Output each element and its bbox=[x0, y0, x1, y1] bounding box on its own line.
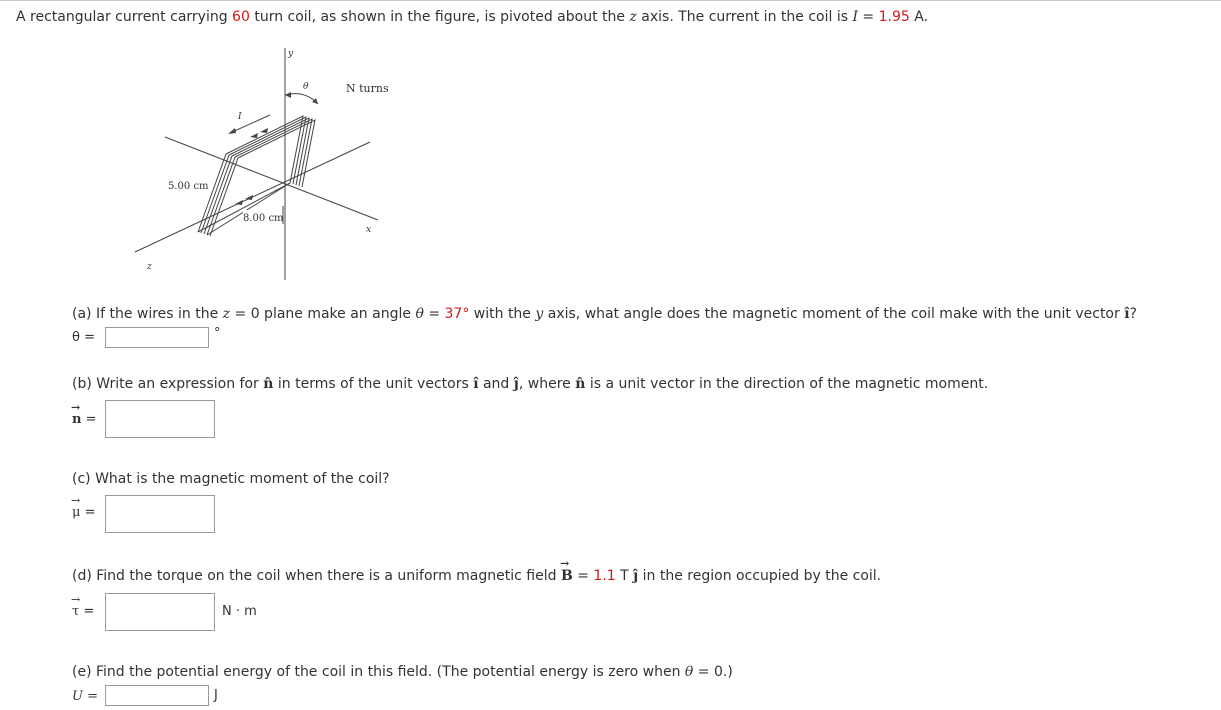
i-hat-symbol: î bbox=[473, 376, 479, 392]
part-e-question bbox=[72, 664, 733, 680]
part-d-text: (d) Find the torque on the coil when there is a uniform magnetic field bbox=[72, 568, 561, 584]
part-e-answer-label bbox=[72, 689, 98, 704]
theta-symbol: θ bbox=[684, 664, 694, 680]
part-a-text: ? bbox=[1129, 306, 1137, 322]
part-d-answer-input[interactable] bbox=[105, 593, 215, 631]
theta-label: θ bbox=[303, 82, 309, 92]
degree-unit: ° bbox=[214, 326, 221, 341]
part-a-text: = 0 plane make an angle bbox=[230, 306, 416, 322]
part-d-answer-label bbox=[71, 593, 95, 619]
b-symbol-text: B bbox=[560, 568, 573, 584]
part-b-text: (b) Write an expression for bbox=[72, 376, 264, 392]
z-symbol: z bbox=[629, 9, 637, 25]
tau-vector-symbol: → τ bbox=[71, 593, 81, 619]
part-e-text: = 0.) bbox=[693, 664, 733, 680]
current-label: I bbox=[238, 112, 242, 122]
statement-text: A. bbox=[909, 9, 929, 25]
part-c-answer-input[interactable] bbox=[105, 495, 215, 533]
part-e-answer-input[interactable] bbox=[105, 685, 209, 706]
x-label: x bbox=[366, 225, 372, 235]
top-divider bbox=[0, 0, 1221, 1]
y-symbol: y bbox=[535, 306, 544, 322]
part-b-text: is a unit vector in the direction of the magnetic moment. bbox=[585, 376, 989, 392]
equals-sign: = bbox=[85, 412, 97, 427]
n-symbol-text: n bbox=[72, 412, 82, 427]
y-label: y bbox=[288, 49, 294, 59]
x-axis bbox=[165, 137, 378, 220]
turns-value: 60 bbox=[232, 9, 250, 25]
u-label: U = bbox=[72, 689, 98, 704]
part-c-question: (c) What is the magnetic moment of the coil? bbox=[72, 471, 390, 487]
mu-vector-symbol: → μ bbox=[71, 494, 81, 520]
part-d-text: = bbox=[572, 568, 594, 584]
theta-symbol: θ bbox=[415, 306, 424, 322]
mu-symbol-text: μ bbox=[72, 505, 81, 520]
statement-text: turn coil, as shown in the figure, is pivoted about the bbox=[249, 9, 630, 25]
coil-figure bbox=[120, 40, 400, 280]
part-b-answer-label bbox=[71, 401, 97, 427]
statement-text: = bbox=[857, 9, 879, 25]
part-a-text: with the bbox=[469, 306, 536, 322]
equals-sign: = bbox=[83, 604, 95, 619]
j-hat-symbol: ĵ bbox=[633, 568, 639, 584]
tau-symbol-text: τ bbox=[72, 604, 80, 619]
part-a-text: = bbox=[423, 306, 445, 322]
equals-sign: = bbox=[84, 505, 96, 520]
part-a-text: axis, what angle does the magnetic moment of the coil make with the unit vector bbox=[543, 306, 1125, 322]
j-hat-symbol: ĵ bbox=[513, 376, 519, 392]
part-b-question bbox=[72, 376, 988, 392]
part-e-text: (e) Find the potential energy of the coil in this field. (The potential energy is zero when bbox=[72, 664, 685, 680]
width-label: 5.00 cm bbox=[168, 181, 209, 192]
torque-unit: N · m bbox=[222, 604, 257, 619]
part-b-text: , where bbox=[518, 376, 576, 392]
part-b-answer-input[interactable] bbox=[105, 400, 215, 438]
statement-text: A rectangular current carrying bbox=[16, 9, 233, 25]
n-vector-symbol: → n bbox=[71, 401, 82, 427]
length-label: 8.00 cm bbox=[243, 213, 284, 224]
problem-statement bbox=[16, 9, 928, 25]
part-d-text: T bbox=[615, 568, 634, 584]
z-symbol: z bbox=[222, 306, 231, 322]
n-hat-symbol: n̂ bbox=[263, 376, 274, 392]
part-a-question bbox=[72, 306, 1137, 322]
statement-text: axis. The current in the coil is bbox=[636, 9, 853, 25]
b-vector-symbol: → B bbox=[559, 557, 573, 584]
part-d-text: in the region occupied by the coil. bbox=[638, 568, 882, 584]
field-value: 1.1 bbox=[593, 568, 616, 584]
n-turns-label: N turns bbox=[346, 82, 389, 95]
n-hat-symbol: n̂ bbox=[575, 376, 586, 392]
z-label: z bbox=[147, 262, 152, 272]
angle-value: 37° bbox=[444, 306, 470, 322]
current-value: 1.95 bbox=[878, 9, 910, 25]
part-a-answer-input[interactable] bbox=[105, 327, 209, 348]
i-hat-symbol: î bbox=[1124, 306, 1130, 322]
current-symbol: I bbox=[852, 9, 858, 25]
part-a-answer-label: θ = bbox=[72, 330, 95, 345]
part-d-question bbox=[72, 557, 882, 584]
part-b-text: in terms of the unit vectors bbox=[273, 376, 474, 392]
energy-unit: J bbox=[214, 688, 218, 703]
part-a-text: (a) If the wires in the bbox=[72, 306, 223, 322]
part-c-answer-label bbox=[71, 494, 96, 520]
part-b-text: and bbox=[478, 376, 514, 392]
